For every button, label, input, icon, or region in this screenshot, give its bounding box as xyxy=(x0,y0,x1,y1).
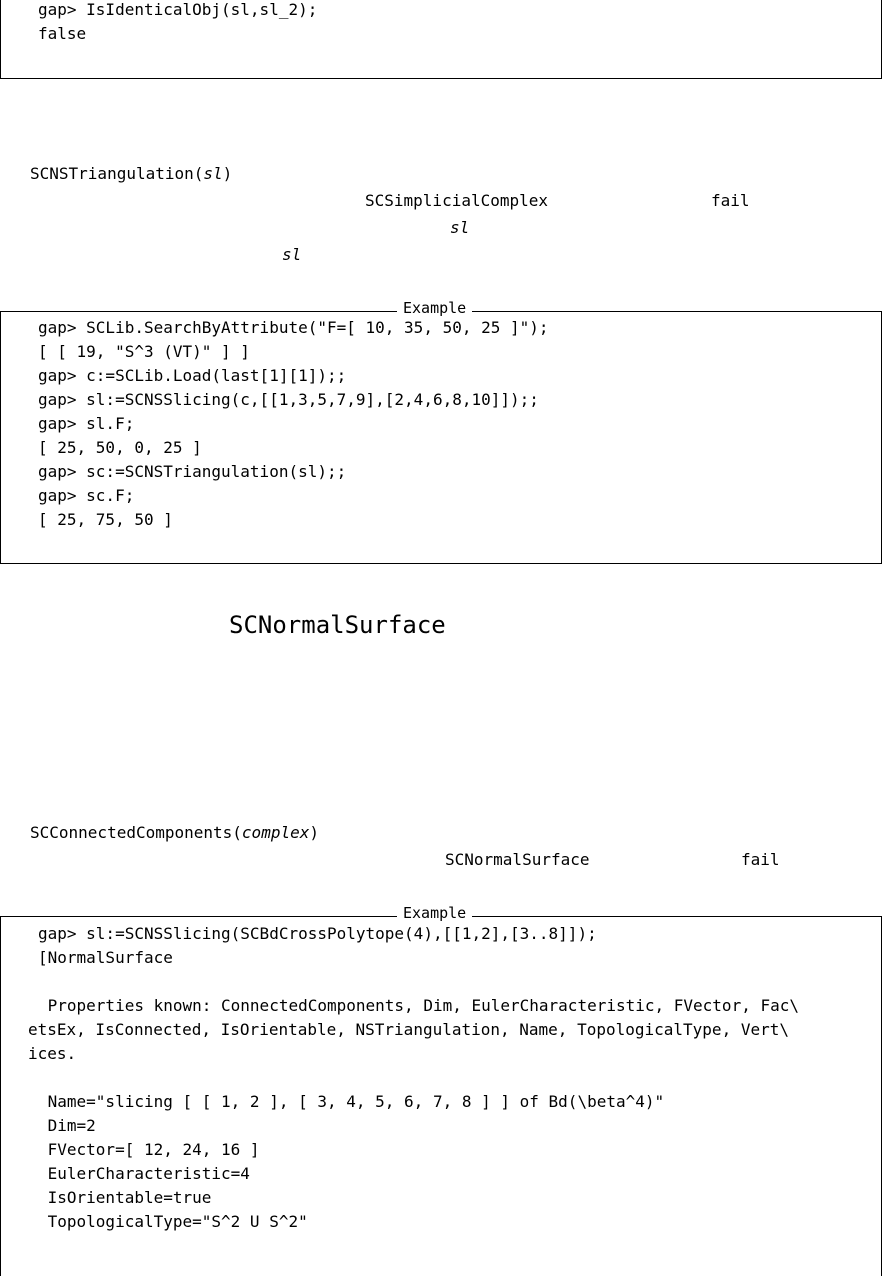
code-block-2 xyxy=(28,922,799,1234)
code-line: [ 25, 75, 50 ] xyxy=(38,510,173,529)
function-arg: sl xyxy=(203,164,223,183)
description-arg: sl xyxy=(282,245,302,264)
code-line: EulerCharacteristic=4 xyxy=(38,1164,250,1183)
code-line: gap> SCLib.SearchByAttribute("F=[ 10, 35, 50, 25 ]"); xyxy=(38,318,549,337)
code-line: gap> sl:=SCNSSlicing(c,[[1,3,5,7,9],[2,4,6,8,10]]);; xyxy=(38,390,539,409)
code-line: IsOrientable=true xyxy=(38,1188,212,1207)
code-line: FVector=[ 12, 24, 16 ] xyxy=(38,1140,260,1159)
description-term: SCSimplicialComplex xyxy=(365,191,549,210)
code-block-1 xyxy=(38,316,549,532)
code-line: [ [ 19, "S^3 (VT)" ] ] xyxy=(38,342,250,361)
code-line: false xyxy=(38,24,87,43)
section-heading: SCNormalSurface xyxy=(229,611,446,639)
code-line: Properties known: ConnectedComponents, Dim, EulerCharacteristic, FVector, Fac\ xyxy=(38,996,799,1015)
description-term: fail xyxy=(711,191,750,210)
code-line xyxy=(38,1066,799,1090)
code-line: gap> sc:=SCNSTriangulation(sl);; xyxy=(38,462,347,481)
description-term: fail xyxy=(741,850,780,869)
code-line: TopologicalType="S^2 U S^2" xyxy=(38,1212,308,1231)
function-arg: complex xyxy=(241,823,310,842)
function-signature-connected-components: SCConnectedComponents(complex) xyxy=(30,823,319,842)
code-line: gap> sc.F; xyxy=(38,486,135,505)
description-arg: sl xyxy=(450,218,470,237)
example-legend: Example xyxy=(397,300,472,316)
code-line: [ 25, 50, 0, 25 ] xyxy=(38,438,202,457)
code-line: Dim=2 xyxy=(38,1116,96,1135)
code-line: etsEx, IsConnected, IsOrientable, NSTriangulation, Name, TopologicalType, Vert\ xyxy=(28,1020,789,1039)
code-line: Name="slicing [ [ 1, 2 ], [ 3, 4, 5, 6, 7, 8 ] ] of Bd(\beta^4)" xyxy=(38,1092,665,1111)
description-term: SCNormalSurface xyxy=(445,850,590,869)
example-legend: Example xyxy=(397,905,472,921)
code-block-previous xyxy=(38,0,317,46)
code-line: [NormalSurface xyxy=(38,948,173,967)
code-line xyxy=(38,970,799,994)
code-line: ices. xyxy=(28,1044,77,1063)
code-line: gap> sl.F; xyxy=(38,414,135,433)
code-line: gap> IsIdenticalObj(sl,sl_2); xyxy=(38,0,318,19)
code-line: gap> sl:=SCNSSlicing(SCBdCrossPolytope(4),[[1,2],[3..8]]); xyxy=(38,924,597,943)
function-signature-triangulation: SCNSTriangulation(sl) xyxy=(30,164,233,183)
code-line: gap> c:=SCLib.Load(last[1][1]);; xyxy=(38,366,347,385)
